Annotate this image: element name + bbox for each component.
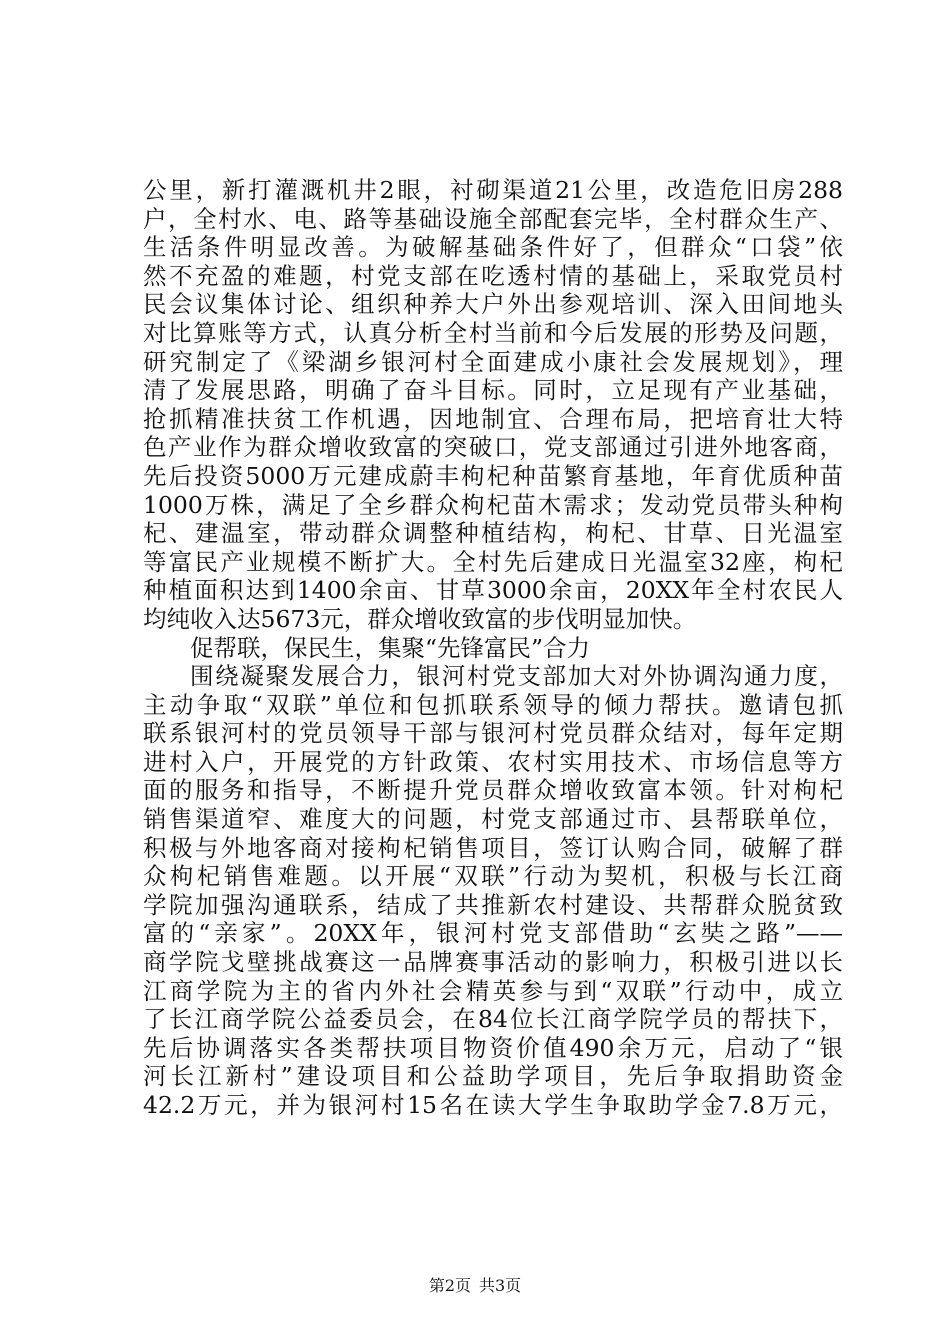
text-line: 销售渠道窄、难度大的问题，村党支部通过市、县帮联单位，	[143, 805, 843, 834]
text-line: 富的“亲家”。20XX年，银河村党支部借助“玄奘之路”——	[143, 919, 843, 948]
text-line: 积极与外地客商对接枸杞销售项目，签订认购合同，破解了群	[143, 833, 843, 862]
text-line: 户，全村水、电、路等基础设施全部配套完毕，全村群众生产、	[143, 204, 843, 233]
text-line: 联系银河村的党员领导干部与银河村党员群众结对，每年定期	[143, 719, 843, 748]
text-line: 先后协调落实各类帮扶项目物资价值490余万元，启动了“银	[143, 1033, 843, 1062]
text-line: 生活条件明显改善。为破解基础条件好了，但群众“口袋”依	[143, 233, 843, 262]
text-line: 清了发展思路，明确了奋斗目标。同时，立足现有产业基础，	[143, 376, 843, 405]
text-line: 种植面积达到1400余亩、甘草3000余亩，20XX年全村农民人	[143, 576, 843, 605]
page-footer	[0, 1276, 950, 1296]
body-text	[143, 176, 843, 1120]
text-line: 1000万株，满足了全乡群众枸杞苗木需求；发动党员带头种枸	[143, 490, 843, 519]
text-line: 然不充盈的难题，村党支部在吃透村情的基础上，采取党员村	[143, 261, 843, 290]
text-line: 公里，新打灌溉机井2眼，衬砌渠道21公里，改造危旧房288	[143, 176, 843, 204]
text-line: 杞、建温室，带动群众调整种植结构，枸杞、甘草、日光温室	[143, 519, 843, 548]
text-line: 众枸杞销售难题。以开展“双联”行动为契机，积极与长江商	[143, 862, 843, 891]
text-line: 河长江新村”建设项目和公益助学项目，先后争取捐助资金	[143, 1062, 843, 1091]
text-line: 面的服务和指导，不断提升党员群众增收致富本领。针对枸杞	[143, 776, 843, 805]
text-line: 了长江商学院公益委员会，在84位长江商学院学员的帮扶下，	[143, 1005, 843, 1034]
text-line: 主动争取“双联”单位和包抓联系领导的倾力帮扶。邀请包抓	[143, 690, 843, 719]
page-total: 共3页	[479, 1276, 522, 1295]
text-line: 商学院戈壁挑战赛这一品牌赛事活动的影响力，积极引进以长	[143, 948, 843, 977]
text-line: 等富民产业规模不断扩大。全村先后建成日光温室32座，枸杞	[143, 547, 843, 576]
page-number: 第2页	[428, 1276, 471, 1295]
text-line: 江商学院为主的省内外社会精英参与到“双联”行动中，成立	[143, 976, 843, 1005]
text-line: 抢抓精准扶贫工作机遇，因地制宜、合理布局，把培育壮大特	[143, 404, 843, 433]
text-line: 对比算账等方式，认真分析全村当前和今后发展的形势及问题，	[143, 318, 843, 347]
text-line: 民会议集体讨论、组织种养大户外出参观培训、深入田间地头	[143, 290, 843, 319]
text-line: 学院加强沟通联系，结成了共推新农村建设、共帮群众脱贫致	[143, 890, 843, 919]
text-line: 先后投资5000万元建成蔚丰枸杞种苗繁育基地，年育优质种苗	[143, 461, 843, 490]
text-line: 进村入户，开展党的方针政策、农村实用技术、市场信息等方	[143, 747, 843, 776]
text-line: 42.2万元，并为银河村15名在读大学生争取助学金7.8万元，	[143, 1091, 843, 1119]
paragraph-first-line: 围绕凝聚发展合力，银河村党支部加大对外协调沟通力度，	[190, 662, 843, 691]
section-heading: 促帮联，保民生，集聚“先锋富民”合力	[190, 633, 591, 662]
text-line: 研究制定了《梁湖乡银河村全面建成小康社会发展规划》，理	[143, 347, 843, 376]
text-line: 色产业作为群众增收致富的突破口，党支部通过引进外地客商，	[143, 433, 843, 462]
text-line: 均纯收入达5673元，群众增收致富的步伐明显加快。	[143, 604, 697, 633]
